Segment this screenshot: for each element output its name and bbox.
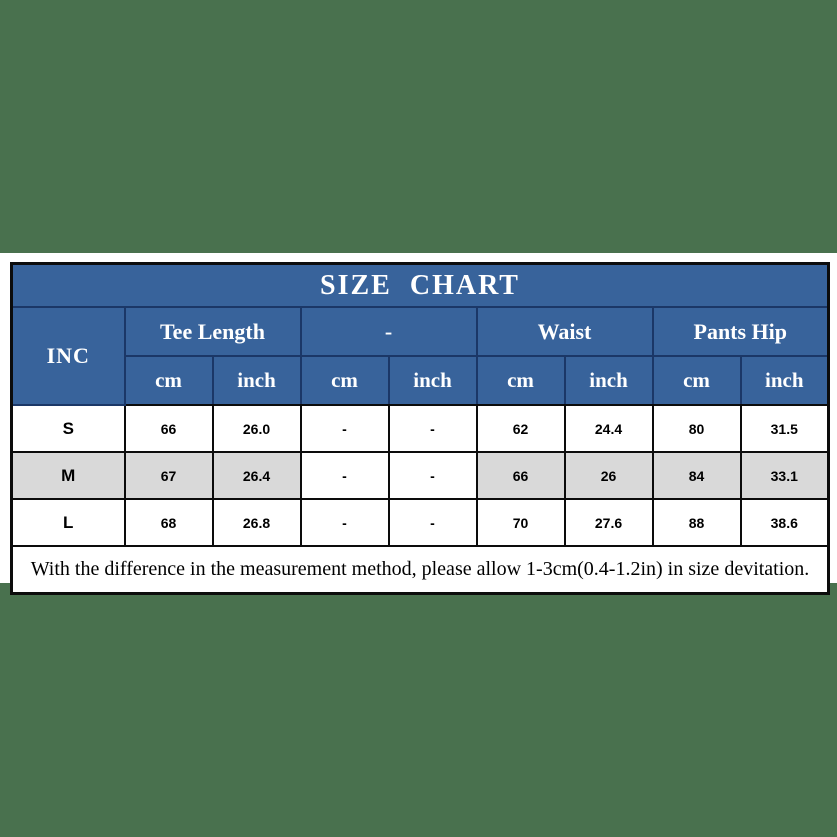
table-cell: -	[389, 405, 477, 452]
table-cell: 26.4	[213, 452, 301, 499]
note-row	[12, 546, 829, 594]
table-cell: 67	[125, 452, 213, 499]
table-cell: 24.4	[565, 405, 653, 452]
unit-header: inch	[565, 356, 653, 405]
unit-header: cm	[301, 356, 389, 405]
table-cell: 66	[477, 452, 565, 499]
table-row-l	[12, 499, 829, 546]
table-cell: -	[301, 452, 389, 499]
table-cell: 88	[653, 499, 741, 546]
table-cell: 38.6	[741, 499, 829, 546]
unit-header: cm	[477, 356, 565, 405]
table-cell: 70	[477, 499, 565, 546]
inc-corner-cell: INC	[12, 307, 125, 405]
unit-header: cm	[653, 356, 741, 405]
table-cell: -	[389, 499, 477, 546]
table-title: SIZE CHART	[12, 264, 829, 308]
unit-header: inch	[389, 356, 477, 405]
group-header-blank: -	[301, 307, 477, 356]
size-label: L	[12, 499, 125, 546]
size-deviation-note: With the difference in the measurement method, please allow 1-3cm(0.4-1.2in) in size devitation.	[12, 546, 829, 594]
group-header-waist: Waist	[477, 307, 653, 356]
table-cell: 26	[565, 452, 653, 499]
table-row-m	[12, 452, 829, 499]
table-cell: 27.6	[565, 499, 653, 546]
table-cell: 31.5	[741, 405, 829, 452]
table-cell: 66	[125, 405, 213, 452]
size-chart-table	[10, 262, 830, 595]
unit-header: cm	[125, 356, 213, 405]
unit-header: inch	[741, 356, 829, 405]
table-cell: 33.1	[741, 452, 829, 499]
table-cell: 26.0	[213, 405, 301, 452]
table-cell: -	[389, 452, 477, 499]
size-label: M	[12, 452, 125, 499]
group-header-pants-hip: Pants Hip	[653, 307, 829, 356]
table-cell: 84	[653, 452, 741, 499]
unit-header-row	[12, 356, 829, 405]
table-cell: -	[301, 499, 389, 546]
size-label: S	[12, 405, 125, 452]
table-cell: 62	[477, 405, 565, 452]
table-cell: 26.8	[213, 499, 301, 546]
table-cell: 68	[125, 499, 213, 546]
table-row-s	[12, 405, 829, 452]
table-cell: 80	[653, 405, 741, 452]
unit-header: inch	[213, 356, 301, 405]
title-row	[12, 264, 829, 308]
table-cell: -	[301, 405, 389, 452]
group-header-row	[12, 307, 829, 356]
group-header-tee-length: Tee Length	[125, 307, 301, 356]
